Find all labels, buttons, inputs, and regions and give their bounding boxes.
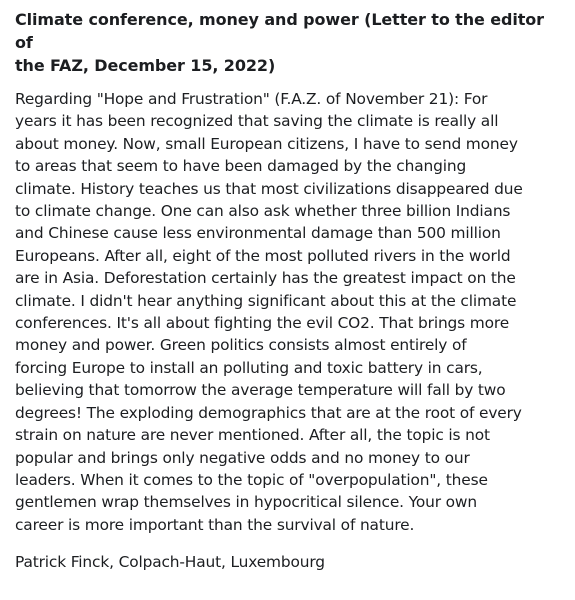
letter-body: Regarding "Hope and Frustration" (F.A.Z. of November 21): For years it has been recognized that saving the climate is really all about money. Now, small European citizens, I have to send money to areas that seem to have been damaged by the changing climate. History teaches us that most civilizations disappeared due to climate change. One can also ask whether three billion Indians and Chinese cause less environmental damage than 500 million Europeans. After all, eight of the most polluted rivers in the world are in Asia. Deforestation certainly has the greatest impact on the climate. I didn't hear anything significant about this at the climate conferences. It's all about fighting the evil CO2. That brings more money and power. Green politics consists almost entirely of forcing Europe to install an polluting and toxic battery in cars, believing that tomorrow the average temperature will fall by two degrees! The exploding demographics that are at the root of every strain on nature are never mentioned. After all, the topic is not popular and brings only negative odds and no money to our leaders. When it comes to the topic of "overpopulation", these gentlemen wrap themselves in hypocritical silence. Your own career is more important than the survival of nature. <box>15 90 523 534</box>
letter-headline: Climate conference, money and power (Letter to the editor of the FAZ, December 15, 2022) <box>15 10 544 75</box>
letter-signature: Patrick Finck, Colpach-Haut, Luxembourg <box>15 553 325 572</box>
